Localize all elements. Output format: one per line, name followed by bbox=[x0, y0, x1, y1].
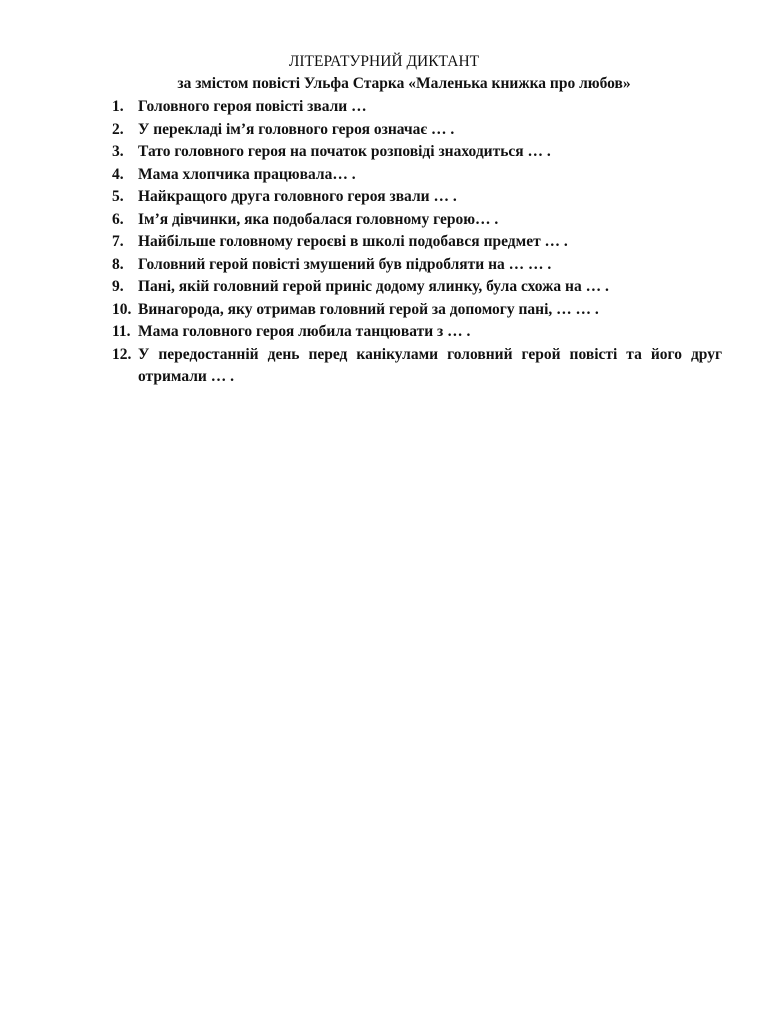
item-text: Найбільше головному героєві в школі подобався предмет … . bbox=[138, 233, 568, 250]
list-item bbox=[112, 119, 722, 142]
list-item bbox=[112, 321, 722, 344]
list-item bbox=[112, 299, 722, 322]
list-item bbox=[112, 164, 722, 187]
list-item bbox=[112, 254, 722, 277]
document-subtitle: за змістом повісті Ульфа Старка «Маленька книжка про любов» bbox=[177, 75, 631, 92]
item-text: Ім’я дівчинки, яка подобалася головному герою… . bbox=[138, 210, 499, 228]
item-number: 9. bbox=[112, 278, 124, 295]
item-number: 4. bbox=[112, 165, 124, 183]
item-text: Тато головного героя на початок розповіді знаходиться … . bbox=[138, 143, 551, 160]
document-title: ЛІТЕРАТУРНИЙ ДИКТАНТ bbox=[288, 53, 480, 70]
item-number: 12. bbox=[112, 345, 132, 363]
item-number: 10. bbox=[112, 300, 132, 318]
item-text: Винагорода, яку отримав головний герой за допомогу пані, … … . bbox=[138, 300, 599, 318]
item-number: 7. bbox=[112, 233, 124, 250]
item-number: 8. bbox=[112, 255, 124, 273]
item-text: Головного героя повісті звали … bbox=[138, 98, 367, 115]
question-list bbox=[112, 96, 722, 389]
item-text: Пані, якій головний герой приніс додому ялинку, була схожа на … . bbox=[138, 278, 609, 295]
item-number: 11. bbox=[112, 323, 131, 340]
item-text: Мама хлопчика працювала… . bbox=[138, 165, 356, 183]
list-item bbox=[112, 209, 722, 232]
list-item bbox=[112, 186, 722, 209]
item-number: 6. bbox=[112, 210, 124, 228]
list-item bbox=[112, 96, 722, 119]
item-number: 2. bbox=[112, 120, 124, 138]
list-item bbox=[112, 231, 722, 254]
item-number: 3. bbox=[112, 143, 124, 160]
list-item bbox=[112, 276, 722, 299]
item-text: У перекладі ім’я головного героя означає … . bbox=[138, 120, 455, 138]
list-item bbox=[112, 344, 722, 389]
item-number: 1. bbox=[112, 98, 124, 115]
item-text: Головний герой повісті змушений був підробляти на … … . bbox=[138, 255, 552, 273]
item-text: Найкращого друга головного героя звали … . bbox=[138, 188, 457, 205]
item-text: У передостанній день перед канікулами головний герой повісті та його друг отримали … . bbox=[138, 345, 722, 385]
list-item bbox=[112, 141, 722, 164]
item-number: 5. bbox=[112, 188, 124, 205]
item-text: Мама головного героя любила танцювати з … . bbox=[138, 323, 471, 340]
